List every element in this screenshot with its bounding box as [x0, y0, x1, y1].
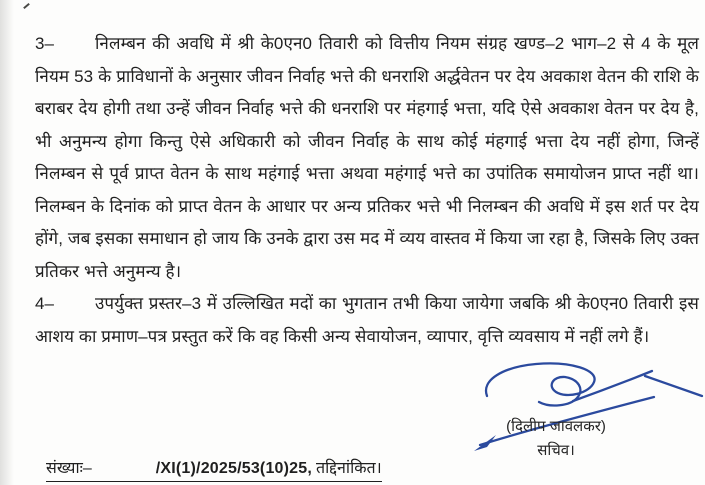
reference-number-line: [46, 456, 382, 482]
paragraph-3-text: निलम्बन की अवधि में श्री के0एन0 तिवारी को वित्तीय नियम संग्रह खण्ड–2 भाग–2 से 4 के मूल नियम 53 के प्राविधानों के अनुसार जीवन निर्वाह भत्ते की धनराशि अर्द्धवेतन पर देय अवकाश वेतन की राशि के बराबर देय होगी तथा उन्हें जीवन निर्वाह भत्ते की धनराशि पर मंहगाई भत्ता, यदि ऐसे अवकाश वेतन पर देय है, भी अनुमन्य होगा किन्तु ऐसे अधिकारी को जीवन निर्वाह के साथ कोई मंहगाई भत्ता देय नहीं होगा, जिन्हें निलम्बन से पूर्व प्राप्त वेतन के साथ महंगाई भत्ता अथवा महंगाई भत्ते का उपांतिक समायोजन प्राप्त नहीं था। निलम्बन के दिनांक को प्राप्त वेतन के आधार पर अन्य प्रतिकर भत्ते भी निलम्बन की अवधि में इस शर्त पर देय होंगे, जब इसका समाधान हो जाय कि उनके द्वारा उस मद में व्यय वास्तव में किया जा रहा है, जिसके लिए उक्त प्रतिकर भत्ते अनुमन्य है।: [35, 34, 699, 281]
signatory-title: सचिव।: [537, 442, 575, 459]
paragraph-4-number: 4–: [35, 294, 55, 313]
scan-edge-shadow: [0, 0, 14, 485]
paragraph-3-number: 3–: [35, 34, 55, 53]
reference-number: /XI(1)/2025/53(10)25,: [155, 460, 313, 477]
signature-block: [475, 416, 637, 461]
reference-suffix: तद्दिनांकित।: [316, 460, 382, 477]
paragraph-4: [35, 288, 699, 353]
reference-underlined-text: [46, 456, 382, 482]
document-body: [35, 28, 699, 353]
reference-label: संख्याः–: [46, 460, 92, 477]
signatory-name: (दिलीप जावलकर): [506, 418, 606, 435]
signature-upstroke: [573, 371, 652, 401]
paragraph-3: [35, 28, 699, 288]
signature-downstroke: [645, 376, 702, 396]
scan-crease-mark: [23, 3, 30, 9]
paragraph-4-text: उपर्युक्त प्रस्तर–3 में उल्लिखित मदों का भुगतान तभी किया जायेगा जबकि श्री के0एन0 तिवारी इस आशय का प्रमाण–पत्र प्रस्तुत करें कि वह किसी अन्य सेवायोजन, व्यापार, वृत्ति व्यवसाय में नहीं लगे हैं।: [35, 294, 699, 346]
